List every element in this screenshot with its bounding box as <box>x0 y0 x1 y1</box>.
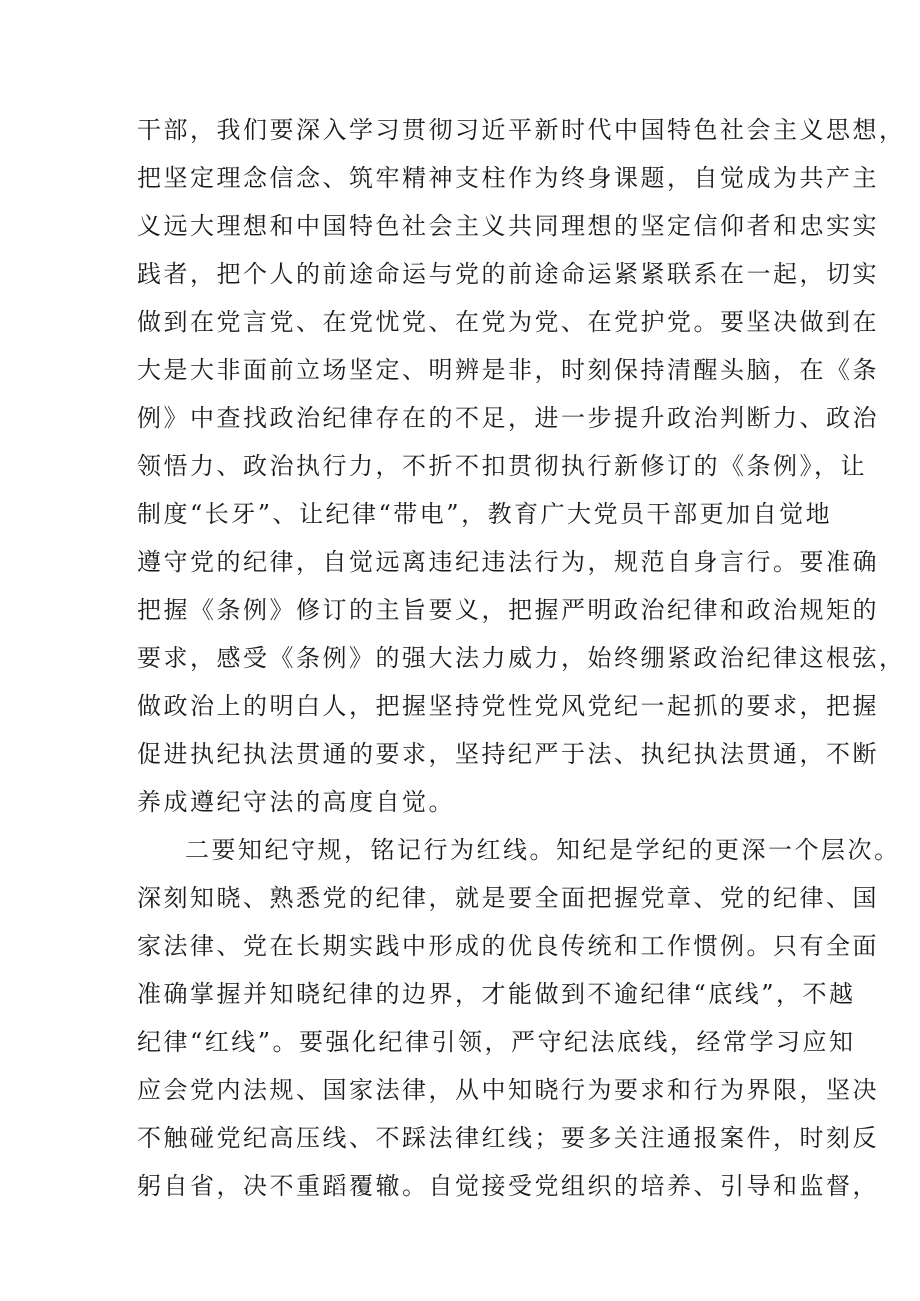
text-line: 领悟力、政治执行力，不折不扣贯彻执行新修订的《条例》，让 <box>137 452 867 480</box>
text-line: 干部，我们要深入学习贯彻习近平新时代中国特色社会主义思想， <box>137 116 906 144</box>
text-line: 做政治上的明白人，把握坚持党性党风党纪一起抓的要求，把握 <box>137 692 879 720</box>
text-line: 养成遵纪守法的高度自觉。 <box>137 788 455 816</box>
text-line: 家法律、党在长期实践中形成的优良传统和工作惯例。只有全面 <box>137 932 879 960</box>
text-line: 例》中查找政治纪律存在的不足，进一步提升政治判断力、政治 <box>137 404 879 432</box>
text-line: 把坚定理念信念、筑牢精神支柱作为终身课题，自觉成为共产主 <box>137 164 879 192</box>
text-line: 制度“长牙”、让纪律“带电”，教育广大党员干部更加自觉地 <box>137 500 833 528</box>
text-line: 把握《条例》修订的主旨要义，把握严明政治纪律和政治规矩的 <box>137 596 879 624</box>
text-line: 践者，把个人的前途命运与党的前途命运紧紧联系在一起，切实 <box>137 260 879 288</box>
text-line: 促进执纪执法贯通的要求，坚持纪严于法、执纪执法贯通，不断 <box>137 740 879 768</box>
text-line: 应会党内法规、国家法律，从中知晓行为要求和行为界限，坚决 <box>137 1076 879 1104</box>
text-line: 深刻知晓、熟悉党的纪律，就是要全面把握党章、党的纪律、国 <box>137 884 879 912</box>
text-line: 准确掌握并知晓纪律的边界，才能做到不逾纪律“底线”，不越 <box>137 980 856 1008</box>
text-line: 躬自省，决不重蹈覆辙。自觉接受党组织的培养、引导和监督， <box>137 1172 879 1200</box>
text-line: 要求，感受《条例》的强大法力威力，始终绷紧政治纪律这根弦， <box>137 644 906 672</box>
text-line: 不触碰党纪高压线、不踩法律红线；要多关注通报案件，时刻反 <box>137 1124 879 1152</box>
text-line: 大是大非面前立场坚定、明辨是非，时刻保持清醒头脑，在《条 <box>137 356 879 384</box>
text-line: 遵守党的纪律，自觉远离违纪违法行为，规范自身言行。要准确 <box>137 548 879 576</box>
text-line: 纪律“红线”。要强化纪律引领，严守纪法底线，经常学习应知 <box>137 1028 856 1056</box>
text-line: 义远大理想和中国特色社会主义共同理想的坚定信仰者和忠实实 <box>137 212 879 240</box>
text-line: 做到在党言党、在党忧党、在党为党、在党护党。要坚决做到在 <box>137 308 879 336</box>
paragraph-start-line: 二要知纪守规，铭记行为红线。知纪是学纪的更深一个层次。 <box>185 836 901 864</box>
